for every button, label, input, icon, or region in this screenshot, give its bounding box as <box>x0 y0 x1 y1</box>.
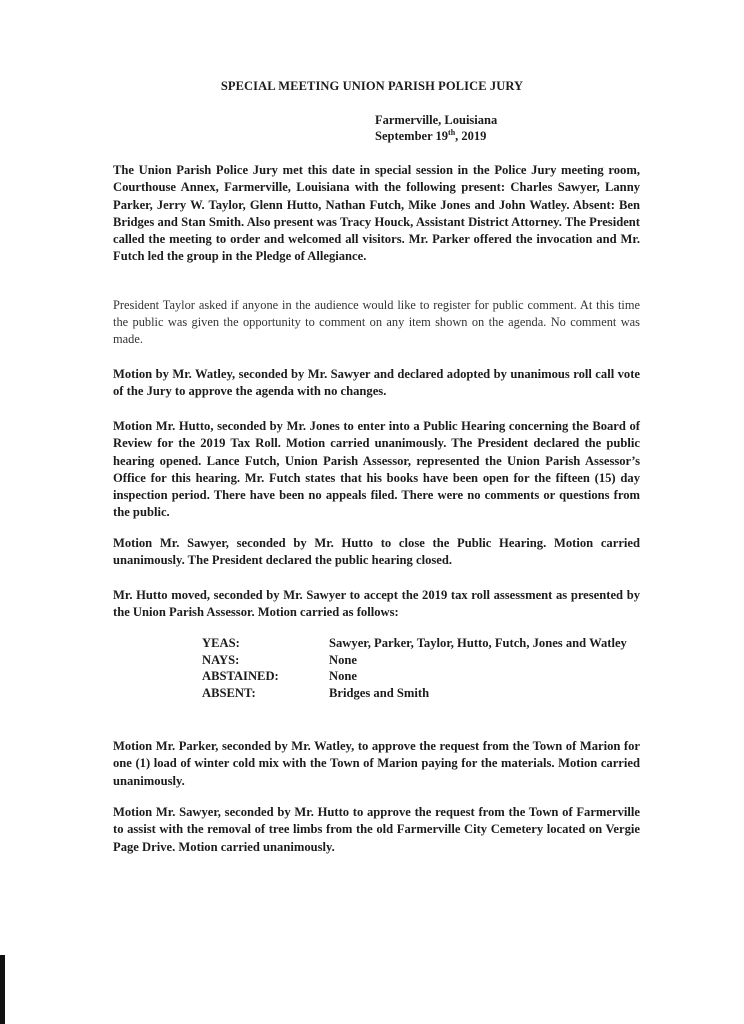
public-comment-paragraph: President Taylor asked if anyone in the audience would like to register for public comment. At this time the public was given the opportunity to comment on any item shown on the agenda. No comment was made. <box>113 298 640 346</box>
nays-value: None <box>329 652 357 667</box>
yeas-label: YEAS: <box>202 636 240 650</box>
nays-label: NAYS: <box>202 652 240 667</box>
tax-roll-motion-paragraph: Mr. Hutto moved, seconded by Mr. Sawyer to accept the 2019 tax roll assessment as presented by the Union Parish Assessor. Motion carried as follows: <box>113 588 640 620</box>
attendance-paragraph: The Union Parish Police Jury met this date in special session in the Police Jury meeting room, Courthouse Annex, Farmerville, Louisiana with the following present: Charles Sawyer, Lanny Parker, Jerry W. Taylor, Glenn Hutto, Nathan Futch, Mike Jones and John Watley. Absent: Ben Bridges and Stan Smith. Also present was Tracy Houck, Assistant District Attorney. The President called the meeting to order and welcomed all visitors. Mr. Parker offered the invocation and Mr. Futch led the group in the Pledge of Allegiance. <box>113 163 640 264</box>
farmerville-motion-paragraph: Motion Mr. Sawyer, seconded by Mr. Hutto to approve the request from the Town of Farmerville to assist with the removal of tree limbs from the old Farmerville City Cemetery located on Vergie Page Drive. Motion carried unanimously. <box>113 805 640 854</box>
absent-label: ABSENT: <box>202 685 256 700</box>
vote-tally-table <box>202 635 642 701</box>
meeting-date <box>375 128 497 144</box>
vote-row-nays <box>202 652 642 669</box>
scan-edge-mark <box>0 955 5 1024</box>
agenda-motion-paragraph: Motion by Mr. Watley, seconded by Mr. Sawyer and declared adopted by unanimous roll call vote of the Jury to approve the agenda with no changes. <box>113 367 640 399</box>
vote-row-absent <box>202 685 642 702</box>
date-ordinal-suffix: th <box>448 127 456 137</box>
public-hearing-close-paragraph: Motion Mr. Sawyer, seconded by Mr. Hutto to close the Public Hearing. Motion carried unanimously. The President declared the public hearing closed. <box>113 536 640 568</box>
date-prefix: September 19 <box>375 129 449 143</box>
abstained-value: None <box>329 669 357 683</box>
date-year: , 2019 <box>455 129 487 143</box>
abstained-label: ABSTAINED: <box>202 669 279 683</box>
location-date-block <box>375 112 497 144</box>
marion-motion-paragraph: Motion Mr. Parker, seconded by Mr. Watley, to approve the request from the Town of Marion for one (1) load of winter cold mix with the Town of Marion paying for the materials. Motion carried unanimously. <box>113 739 640 788</box>
meeting-location: Farmerville, Louisiana <box>375 113 498 127</box>
vote-row-yeas <box>202 635 642 652</box>
public-hearing-open-paragraph: Motion Mr. Hutto, seconded by Mr. Jones to enter into a Public Hearing concerning the Board of Review for the 2019 Tax Roll. Motion carried unanimously. The President declared the public hearing opened. Lance Futch, Union Parish Assessor, represented the Union Parish Assessor’s Office for this hearing. Mr. Futch states that his books have been open for the fifteen (15) day inspection period. There have been no appeals filed. There were no comments or questions from the public. <box>113 419 640 520</box>
page-title: SPECIAL MEETING UNION PARISH POLICE JURY <box>220 79 524 93</box>
yeas-value: Sawyer, Parker, Taylor, Hutto, Futch, Jones and Watley <box>329 636 627 650</box>
absent-value: Bridges and Smith <box>329 685 430 700</box>
vote-row-abstained <box>202 668 642 685</box>
